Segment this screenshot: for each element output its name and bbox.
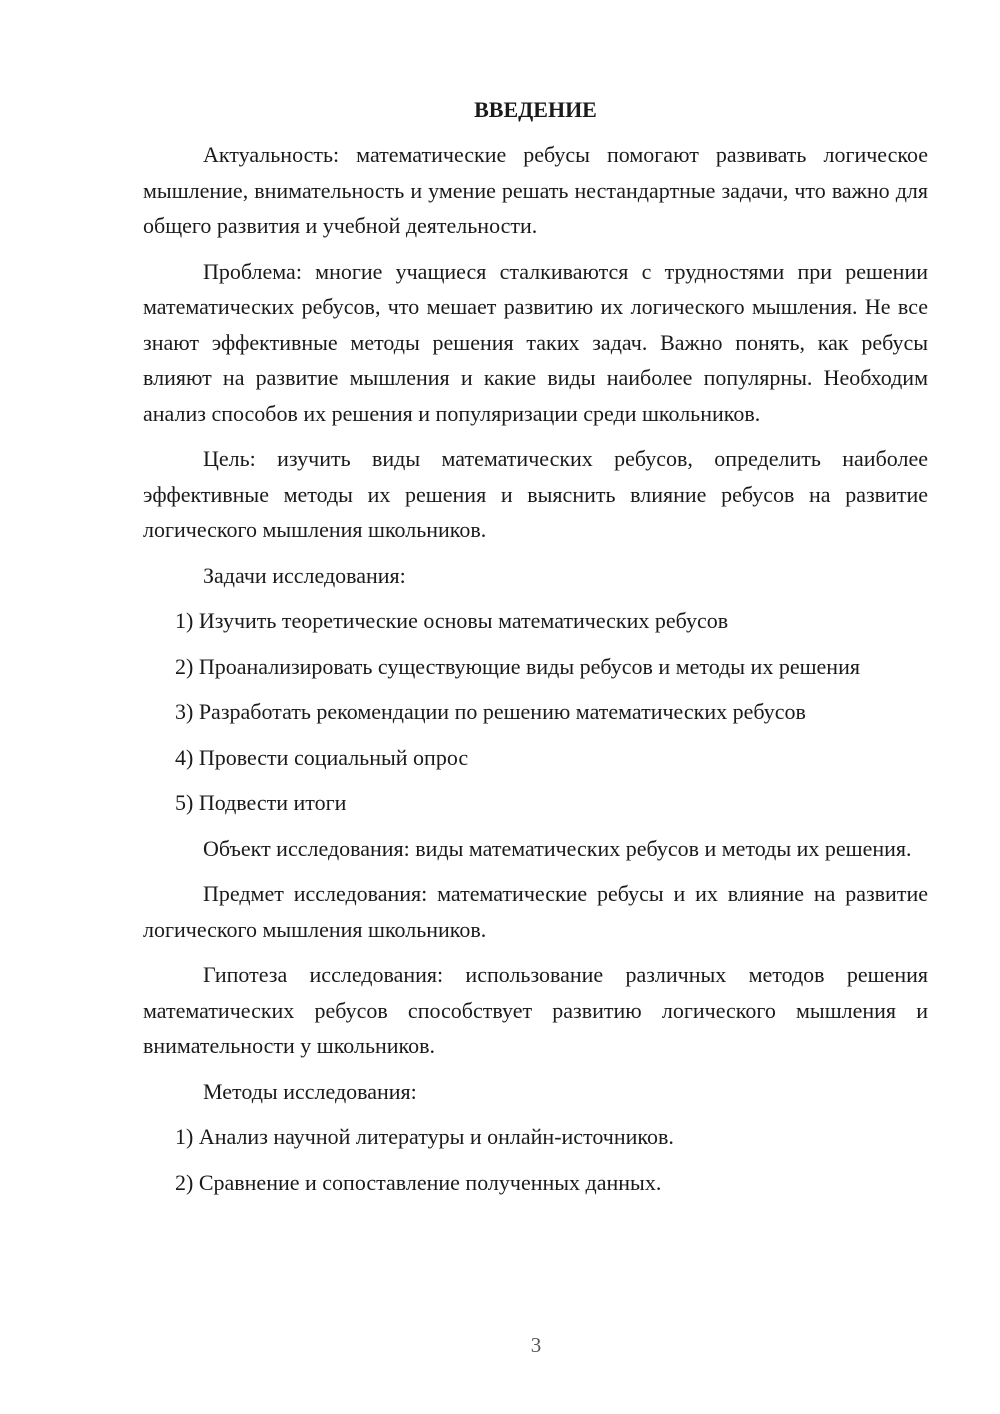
problem-paragraph: Проблема: многие учащиеся сталкиваются с трудностями при решении математических ребусов, что мешает развитию их логического мышления. Не все знают эффективные методы решения таких задач. Важно понять, как ребусы влияют на развитие мышления и какие виды наиболее популярны. Необходим анализ способов их решения и популяризации среди школьников. bbox=[143, 258, 928, 426]
relevance-paragraph: Актуальность: математические ребусы помогают развивать логическое мышление, внимательность и умение решать нестандартные задачи, что важно для общего развития и учебной деятельности. bbox=[143, 142, 928, 238]
tasks-heading: Задачи исследования: bbox=[203, 562, 406, 588]
page-content bbox=[143, 92, 928, 1210]
page-number: 3 bbox=[530, 1333, 542, 1357]
section-title: ВВЕДЕНИЕ bbox=[474, 97, 597, 122]
task-item: 4) Провести социальный опрос bbox=[175, 744, 469, 770]
object-paragraph: Объект исследования: виды математических ребусов и методы их решения. bbox=[203, 835, 912, 861]
task-item: 3) Разработать рекомендации по решению математических ребусов bbox=[175, 699, 806, 724]
task-item: 1) Изучить теоретические основы математических ребусов bbox=[175, 608, 729, 633]
task-item: 2) Проанализировать существующие виды ребусов и методы их решения bbox=[175, 653, 860, 679]
task-item: 5) Подвести итоги bbox=[175, 790, 347, 815]
subject-paragraph: Предмет исследования: математические ребусы и их влияние на развитие логического мышления школьников. bbox=[143, 881, 928, 942]
method-item: 2) Сравнение и сопоставление полученных данных. bbox=[175, 1169, 662, 1195]
method-item: 1) Анализ научной литературы и онлайн-источников. bbox=[175, 1124, 674, 1149]
methods-heading: Методы исследования: bbox=[203, 1078, 417, 1104]
hypothesis-paragraph: Гипотеза исследования: использование различных методов решения математических ребусов способствует развитию логического мышления и внимательности у школьников. bbox=[143, 962, 928, 1058]
goal-paragraph: Цель: изучить виды математических ребусов, определить наиболее эффективные методы их решения и выяснить влияние ребусов на развитие логического мышления школьников. bbox=[143, 446, 928, 542]
